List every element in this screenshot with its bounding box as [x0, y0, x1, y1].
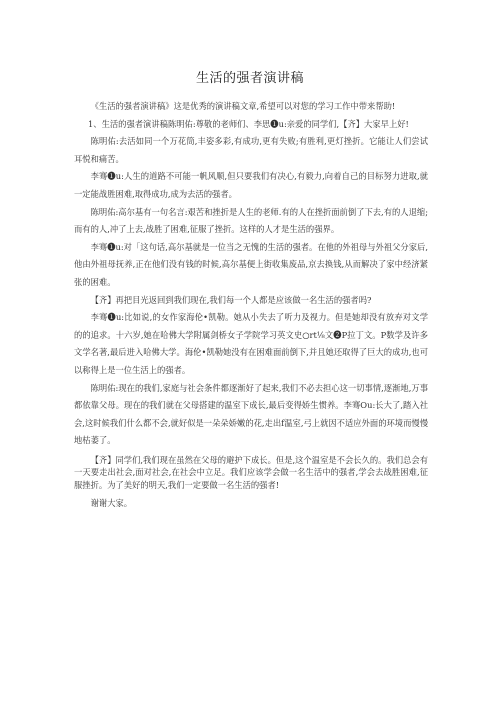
speech-paragraph: 陈明佑:高尔基有一句名言:艰苦和挫折是人生的老师.有的人在挫折面前倒了下去,有的人退缩;而有的人,冲了上去,战胜了困难,征服了挫折。这样的人才是生活的强界。 [74, 206, 428, 235]
document-body [74, 98, 428, 513]
document-title: 生活的强者演讲稿 [195, 71, 304, 86]
intro-paragraph: 《生活的强者演讲稿》这是优秀的演讲稿文章,希望可以对您的学习工作中带来帮助! [90, 101, 396, 111]
speech-paragraph: 李骞❶u:人生的道路不可能一帆风顺,但只要我们有决心,有毅力,向着自己的目标努力进取,就一定能战胜困难,取得成功,成为去活的强者。 [74, 171, 428, 199]
speech-paragraph: 1、生活的强者演讲稿陈明佑:尊敬的老师们、李思❶u:亲爱的同学们,【齐】大家早上好! [88, 118, 409, 129]
closing-thanks: 谢谢大家。 [90, 498, 133, 509]
speech-paragraph: 李骞❶u:对「这句话,高尔基就是一位当之无愧的生活的强者。在他的外祖母与外祖父分家后,他由外祖母抚养,正在他们没有钱的时候,高尔基便上街收集废品,京去换钱,从而解决了家中经济紧张的困难。 [74, 241, 428, 287]
speech-paragraph: 李骞❶u:比如说,的女作家海伦•凯勒。她从小失去了听力及视力。但是她却没有放弃对文学的的追求。十六岁,她在哈佛大学附属剑桥女子学院学习英文史○rt⅛文❷P拉丁文。P数学及许多文学名著,最后进入哈佛大学。海伦•凯勒她没有在困难面前倒下,并且她还取得了巨大的成功,也可以称得上是一位生活上的强者。 [74, 312, 428, 375]
speech-paragraph: 【齐】同学们,我们现在虽然在父母的避护下成长。但是,这个温室是不会长久的。我们总会有一天要走出社会,面对社会,在社会中立足。我们应该学会做一名生活中的强者,学会去战胜困难,征服挫折。为了美好的明天,我们一定要做一名生活的强者! [74, 454, 428, 490]
speech-paragraph: 陈明佑:现在的我们,家庭与社会条件都逐渐好了起来,我们不必去担心这一切事情,逐渐地,万事都依靠父母。现在的我们就在父母搭建的温室下成长,最后变得娇生惯养。李骞Ou:长大了,踏入社会,这时候我们什么都不会,就好似是一朵朵娇嫩的花,走出f温室,弓上就因不适应外面的环境而慢慢地枯萎了。 [74, 382, 428, 446]
speech-paragraph: 【齐】再把目光返回到我们现在,我们每一个人都是应该做一名生活的强者吗? [90, 294, 372, 305]
speech-paragraph: 陈明佑:去活如同一个万花筒,丰姿多彩,有成功,更有失败;有胜利,更灯挫折。它能让人们尝试耳悦和痛苦。 [74, 136, 428, 164]
